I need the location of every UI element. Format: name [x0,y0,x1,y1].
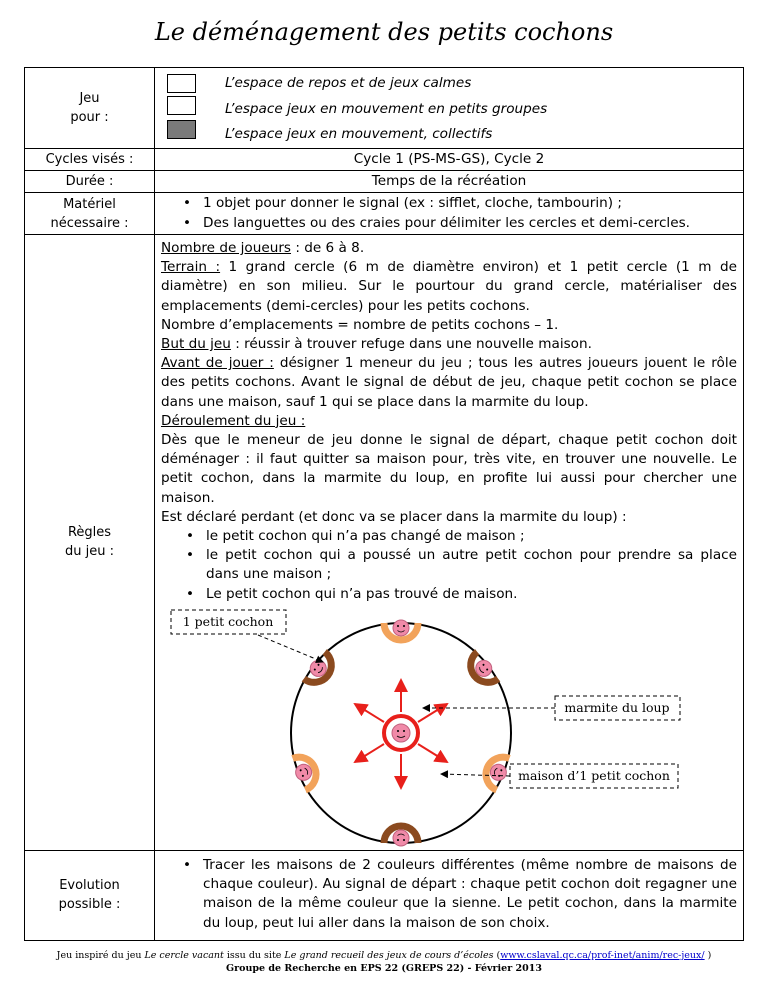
callout-house [441,764,678,788]
callout-pig-text: 1 petit cochon [182,613,274,629]
rule-goal-label: But du jeu [161,336,231,353]
pig-house [464,650,501,689]
pig-house [301,650,338,689]
legend-box-grey [167,120,196,139]
rule-progress-label: Déroulement du jeu : [161,412,306,429]
rule-loser-intro: Est déclaré perdant (et donc va se placer dans la marmite du loup) : [161,508,627,525]
evolution-text: • Tracer les maisons de 2 couleurs différentes (même nombre de maisons de chaque couleur). Au signal de départ : chaque petit cochon doit regagner une maison de la même couleur que la sienne. Le petit cochon, dans la marmite du loup, peut lui aller dans la maison de son choix. [155,856,743,935]
red-arrow [418,744,447,762]
footer-site-name: Le grand recueil des jeux de cours d’écoles [284,950,494,961]
rule-terrain [161,258,737,316]
label-jeu-pour [25,68,155,149]
game-diagram [155,604,743,850]
red-arrow [418,704,447,722]
callout-pig [171,610,323,662]
label-evolution [25,850,155,940]
field-diagram-svg [155,604,744,850]
value-duree: Temps de la récréation [155,171,744,193]
rule-before [161,354,737,412]
footer-pre: Jeu inspiré du jeu [56,950,145,961]
row-duree [25,171,744,193]
rule-progress-text: Dès que le meneur de jeu donne le signal de départ, chaque petit cochon doit déménager : il faut quitter sa maison pour, très vite, en trouver une nouvelle. Le petit cochon, dans la marmite du loup, en profite lui aussi pour chercher une maison. [161,432,737,506]
red-arrow [355,744,384,762]
callout-house-text: maison d’1 petit cochon [518,767,670,783]
label-materiel-line2: nécessaire : [50,215,129,231]
rule-goal-text: : réussir à trouver refuge dans une nouvelle maison. [230,336,592,353]
pig-icon [393,620,409,636]
pig-in-pot-icon [392,724,410,742]
label-cycles: Cycles visés : [25,149,155,171]
rule-players-text: : de 6 à 8. [291,240,365,256]
footer-link[interactable]: www.cslaval.qc.ca/prof-inet/anim/rec-jeux/ [500,950,705,961]
legend-box-white [167,74,196,93]
value-cycles: Cycle 1 (PS-MS-GS), Cycle 2 [155,149,744,171]
rule-players [161,239,737,258]
rule-before-label: Avant de jouer : [161,355,274,372]
loser-item: • Le petit cochon qui n’a pas trouvé de maison. [206,585,737,604]
footer-mid: issu du site [223,950,285,961]
label-materiel-line1: Matériel [63,196,116,212]
materiel-item: • Des languettes ou des craies pour délimiter les cercles et demi-cercles. [203,214,743,233]
footer-game-name: Le cercle vacant [144,950,224,961]
row-cycles [25,149,744,171]
space-legend [155,69,743,148]
regles-cell [155,235,744,851]
row-materiel [25,193,744,235]
rule-terrain-text: 1 grand cercle (6 m de diamètre environ) et 1 petit cercle (1 m de diamètre) en son milieu. Sur le pourtour du grand cercle, matérialiser des emplacements (demi-cercles) pour les petits cochons. [161,259,737,314]
evolution-cell [155,850,744,940]
label-duree: Durée : [25,171,155,193]
loser-list [161,527,737,604]
label-regles-line1: Règles [67,525,112,541]
materiel-item: • 1 objet pour donner le signal (ex : sifflet, cloche, tambourin) ; [203,194,743,213]
rule-terrain-label: Terrain : [161,259,221,276]
footer-paren-open: ( [493,950,501,961]
legend-text-calm: L’espace de repos et de jeux calmes [225,74,472,91]
row-jeu-pour [25,68,744,149]
footer-line1 [0,949,768,962]
pig-house [481,752,512,791]
label-evolution-line2: possible : [58,897,121,913]
row-regles [25,235,744,851]
rules-text [155,235,743,604]
page-footer [0,949,768,975]
legend-text-small-groups: L’espace jeux en mouvement en petits groupes [225,100,548,117]
rule-goal [161,335,737,354]
game-sheet-table [24,67,744,941]
callout-pot-text: marmite du loup [564,699,670,715]
pig-icon [393,830,409,846]
rule-progress-heading [161,412,737,431]
legend-cell [155,68,744,149]
page-title: Le déménagement des petits cochons [154,18,614,46]
label-regles [25,235,155,851]
label-regles-line2: du jeu : [65,544,114,560]
label-evolution-line1: Evolution [59,878,120,894]
rule-before-text: désigner 1 meneur du jeu ; tous les autres joueurs jouent le rôle des petits cochons. Avant le signal de début de jeu, chaque petit cochon se place dans une maison, sauf 1 qui se place dans la marmite du loup. [161,355,737,410]
label-jeu-line2: pour : [70,110,109,125]
legend-box-white [167,96,196,115]
red-arrow [355,704,384,722]
rule-slots: Nombre d’emplacements = nombre de petits cochons – 1. [161,316,559,333]
label-jeu-line1: Jeu [79,91,100,106]
loser-item: • le petit cochon qui n’a pas changé de maison ; [206,527,737,546]
label-materiel [25,193,155,235]
footer-paren-close: ) [704,950,712,961]
callout-pot [423,696,680,720]
footer-credits: Groupe de Recherche en EPS 22 (GREPS 22) - Février 2013 [226,963,542,974]
row-evolution [25,850,744,940]
materiel-list [155,194,743,232]
legend-text-collective: L’espace jeux en mouvement, collectifs [225,125,493,142]
materiel-cell [155,193,744,235]
rule-players-label: Nombre de joueurs [161,240,292,256]
loser-item: • le petit cochon qui a poussé un autre petit cochon pour prendre sa place dans une maison ; [206,546,737,584]
pig-house [290,752,321,791]
